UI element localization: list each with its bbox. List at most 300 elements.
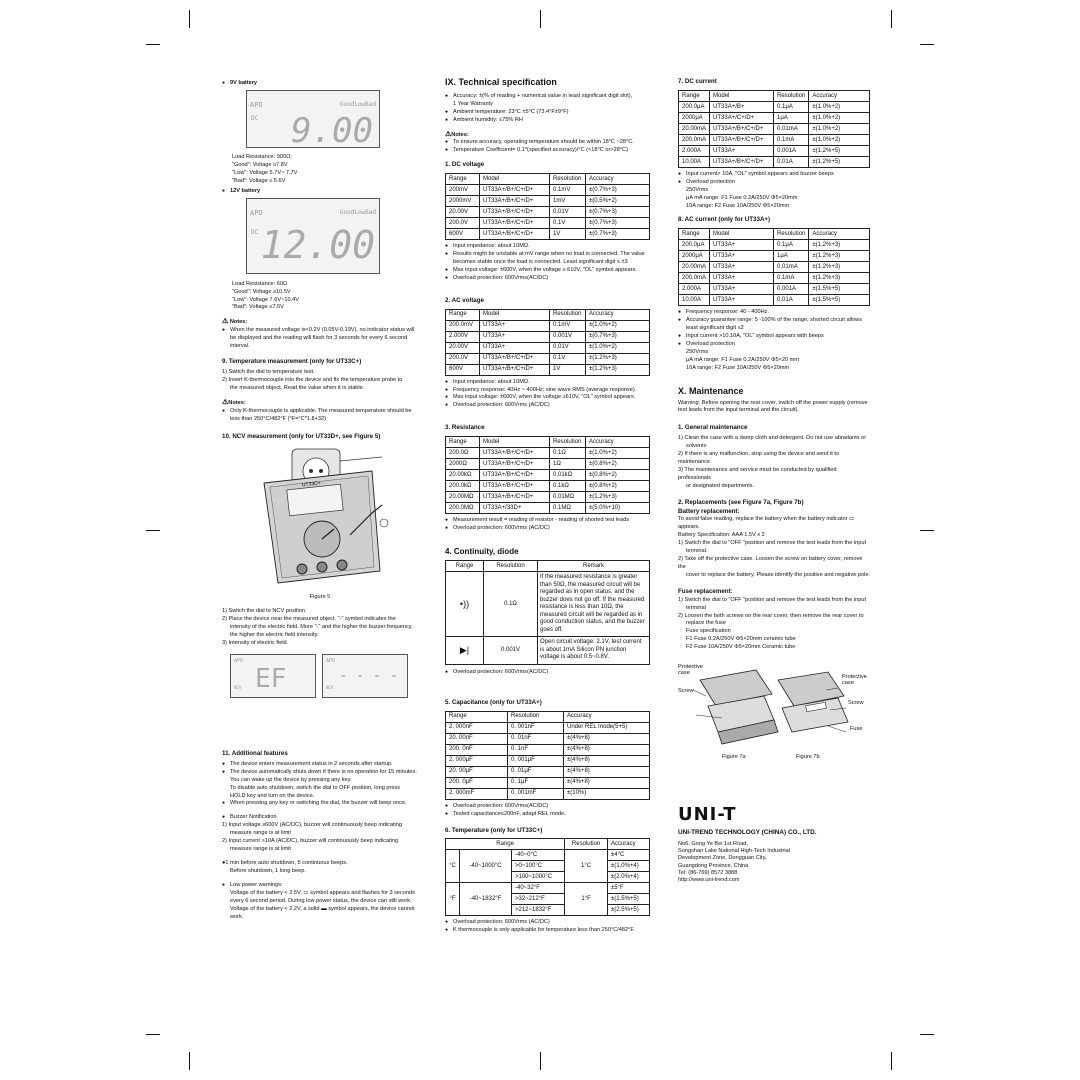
table-header: Range <box>446 437 480 448</box>
notes-title: Notes: <box>229 319 248 326</box>
lcd-reading: 12.00 <box>260 222 375 267</box>
spec-line: "Bad": Voltage ≤7.5V <box>232 304 284 311</box>
table-cell: 2.000A <box>679 145 710 156</box>
table-cell: 200mV <box>446 185 480 196</box>
crop-mark <box>146 44 160 45</box>
note-item: ● Tested capacitance≤200nF, adapt REL mode. <box>445 811 650 819</box>
figure-7b-caption: Figure 7b <box>796 754 820 761</box>
figure-7-illustration <box>678 660 870 764</box>
spec-line: "Good": Voltage ≥7.8V <box>232 161 288 168</box>
address-line: Development Zone, Dongguan City, <box>678 855 767 862</box>
crop-mark <box>920 44 934 45</box>
battery-replacement-heading: Battery replacement: <box>678 507 740 515</box>
note-item: ● Overload protection: 600Vrms (AC/DC) <box>445 525 650 533</box>
feature-detail: 1) Input voltage ≥600V (AC/DC), buzzer will continuously beep indicating <box>222 822 402 829</box>
crop-mark <box>146 530 160 531</box>
spec-line: Load Resistance: 900Ω; <box>232 153 292 160</box>
table-cell: UT33A+ <box>480 342 550 353</box>
step-line: 1) Switch the dial to "OFF "position and remove the test leads from the input <box>678 540 867 547</box>
table-header: Range <box>446 561 484 572</box>
table-row <box>446 722 650 733</box>
table-cell: 0.01MΩ <box>550 492 586 503</box>
table-header: Accuracy <box>809 90 870 101</box>
company-address <box>678 841 870 885</box>
step-line: 1) Switch the dial to NCV position <box>222 608 306 615</box>
table-cell: ±(4%+8) <box>564 744 650 755</box>
table-cell: Under REL mode(5+5) <box>564 722 650 733</box>
step-line: 1) Switch the dial to "OFF "position and remove the test leads from the input <box>678 596 867 603</box>
note-item: ● Input current> 10A, "OL" symbol appears and buzzer beeps <box>678 171 870 179</box>
table-cell: ±(1.0%+2) <box>586 320 650 331</box>
table-cell: UT33A+/B+ <box>710 101 774 112</box>
table-row <box>679 134 870 145</box>
table-cell: 1°F <box>565 883 608 916</box>
lcd-9v <box>246 90 380 151</box>
lcd-apo: APO <box>234 657 244 664</box>
table-header: Resolution <box>774 229 809 240</box>
table-row <box>679 273 870 284</box>
table-cell: UT33A+/B+/C+/D+ <box>710 123 774 134</box>
ac-voltage-table <box>445 309 650 376</box>
table-header: Model <box>480 309 550 320</box>
table-cell: UT33A+/B+/C+/D+ <box>480 353 550 364</box>
table-header-row <box>446 711 650 722</box>
note-item: ● To ensure accuracy, operating temperature should be within 18°C ~28°C. <box>445 139 650 147</box>
spec-line: Load Resistance: 60Ω <box>232 280 288 287</box>
crop-mark <box>540 10 541 28</box>
battery-12v-heading: ● 12V battery <box>222 188 418 196</box>
temperature-table <box>445 838 650 916</box>
table-header: Resolution <box>550 309 586 320</box>
table-header-row <box>679 90 870 101</box>
label-protective-case: Protective case <box>678 664 703 677</box>
table-cell: ±(1.0%+2) <box>586 448 650 459</box>
table-row <box>446 342 650 353</box>
step-line: 2) Loosen the both screws on the rear cover, then remove the rear cover to <box>678 612 864 619</box>
feature-detail: Voltage of the battery < 2.5V, ▭ symbol appears and flashes for 3 seconds <box>230 889 415 896</box>
table-cell: 200.0μA <box>679 240 710 251</box>
note-item: ● Max input voltage: ±600V, when the voltage ≥610V, "OL" symbol appears. <box>445 394 650 402</box>
note-item: ● Frequency response: 40 - 400Hz. <box>678 309 870 317</box>
crop-mark <box>891 10 892 28</box>
table-cell: 1μA <box>774 251 809 262</box>
column-2 <box>445 75 650 935</box>
table-row <box>446 459 650 470</box>
table-cell: 20.00V <box>446 207 480 218</box>
table-cell: 10.00A <box>679 295 710 306</box>
table-header: Range <box>446 309 480 320</box>
table-cell: ±(0.7%+3) <box>586 229 650 240</box>
table-cell: 200.0V <box>446 218 480 229</box>
note-item: ● Input current >10.10A, "OL" symbol appears with beeps <box>678 333 870 341</box>
table-cell: ±(4%+8) <box>564 777 650 788</box>
table-cell: 200.0kΩ <box>446 481 480 492</box>
step-line: terminal. <box>686 548 708 555</box>
lcd-ncv: NCV <box>326 684 334 690</box>
table-cell: Open circuit voltage: 2.1V, test current is about 1mA Silicon PN junction voltage is about 0.5~0.8V. <box>538 637 650 665</box>
table-row <box>446 503 650 514</box>
step-line: 2) If there is any malfunction, stop using the device and send it to maintenance. <box>678 451 840 466</box>
feature-item: ● Low power warnings: <box>222 882 418 890</box>
ncv-heading: 10. NCV measurement (only for UT33D+, see Figure 5) <box>222 432 381 440</box>
table-header-row <box>446 437 650 448</box>
fuse-replacement-heading: Fuse replacement: <box>678 587 733 595</box>
step-line: or designated departments. <box>686 482 755 489</box>
table-cell: 0.1Ω <box>484 572 538 637</box>
step-line: F2 Fuse 10A/250V Φ5×20mm Ceramic tube <box>686 644 796 651</box>
note-item: ● Overload protection: 600Vrms (AC/DC) <box>445 919 650 927</box>
ac-voltage-heading: 2. AC voltage <box>445 296 484 304</box>
table-header-row <box>679 229 870 240</box>
notes-heading <box>222 398 418 408</box>
step-line: 3) The maintenance and service must be conducted by qualified professionals <box>678 466 837 481</box>
note-detail: 10A range: F2 Fuse 10A/250V Φ5×20mm <box>686 364 790 371</box>
feature-detail: Voltage of the battery < 2.2V, a solid ▬ symbol appears, the device cannot <box>230 905 415 912</box>
company-name: UNI-TREND TECHNOLOGY (CHINA) CO., LTD. <box>678 828 817 836</box>
maintenance-warning: Warning: Before opening the rear cover, switch off the power supply (remove test leads from the input terminal and the circuit). <box>678 399 868 414</box>
feature-item: ● The device automatically shuts down if there is no operation for 15 minutes. <box>222 769 418 777</box>
lcd-apo: APO <box>250 208 263 217</box>
table-cell: UT33A+/B+/C+/D+ <box>480 196 550 207</box>
note-item: ● When the measured voltage is<0.2V (0.05V-0.19V), no indicator status will be displayed and the reading will flash for 3 seconds for every 6 second interval. <box>222 327 418 351</box>
crop-mark <box>891 1052 892 1070</box>
table-cell: UT33A+/B+/C+/D+ <box>480 459 550 470</box>
table-cell: UT33A+/B+/C+/D+ <box>710 156 774 167</box>
table-header: Accuracy <box>586 437 650 448</box>
table-cell: UT33A+ <box>480 320 550 331</box>
table-cell: 2000μA <box>679 251 710 262</box>
feature-detail: ●1 min before auto shutdown, 5 continuous beeps. <box>222 860 348 867</box>
replacements-heading: 2. Replacements (see Figure 7a, Figure 7b) <box>678 498 804 506</box>
step-line: Battery Specification: AAA 1.5V x 2 <box>678 532 765 539</box>
capacitance-heading: 5. Capacitance (only for UT33A+) <box>445 698 542 706</box>
note-item: ● Accuracy guarantee range: 5 -100% of the range, shorted circuit allows least significant digit ≤2 <box>678 317 870 333</box>
table-cell: 0.01mA <box>774 262 809 273</box>
table-header: Range <box>446 839 565 850</box>
table-cell: ±(4%+8) <box>564 766 650 777</box>
table-cell: 1V <box>550 229 586 240</box>
table-row <box>446 218 650 229</box>
table-cell: >212~1832°F <box>512 905 565 916</box>
battery-9v-specs <box>232 154 418 186</box>
table-cell: UT33A+/B+/C+/D+ <box>480 492 550 503</box>
dc-current-table <box>678 90 870 168</box>
table-cell: 2000μA <box>679 112 710 123</box>
table-cell: ±(1.5%+5) <box>607 894 649 905</box>
step-line: 3) Intensity of electric field. <box>222 640 289 647</box>
table-cell: ±(1.2%+5) <box>809 145 870 156</box>
table-row <box>679 123 870 134</box>
table-cell: ±(0.7%+3) <box>586 331 650 342</box>
lcd-apo: APO <box>250 100 263 109</box>
spec-line: "Good": Voltage ≥10.5V <box>232 288 291 295</box>
feature-item: ● The device enters measurement status in 2 seconds after startup. <box>222 761 418 769</box>
step-line: intensity of the electric field. More "-" and the higher the buzzer frequency, <box>230 624 413 631</box>
table-row <box>446 637 650 665</box>
table-header: Resolution <box>550 174 586 185</box>
table-cell: ±(1.0%+2) <box>809 134 870 145</box>
table-row <box>446 755 650 766</box>
capacitance-table <box>445 711 650 800</box>
table-cell: ±(1.0%+2) <box>809 123 870 134</box>
table-cell: >100~1000°C <box>512 872 565 883</box>
table-cell: ±(1.0%+4) <box>607 861 649 872</box>
note-item: ● Measurement result = reading of resistor - reading of shorted test leads <box>445 517 650 525</box>
table-cell: 0.01A <box>774 156 809 167</box>
table-cell: °F <box>446 883 460 916</box>
table-cell: ±(0.7%+3) <box>586 185 650 196</box>
note-item: ● Temperature Coefficient= 0.1*(specified accuracy)/°C (<18°C or>28°C) <box>445 147 650 155</box>
figure-5-caption: Figure 5 <box>309 594 331 601</box>
spec-item: ● Ambient humidity: ≤75% RH <box>445 117 650 125</box>
table-header: Resolution <box>508 711 564 722</box>
table-cell: ±(1.0%+2) <box>809 101 870 112</box>
table-row <box>679 251 870 262</box>
spec-line: "Bad": Voltage ≤ 5.6V <box>232 177 286 184</box>
table-header-row <box>446 561 650 572</box>
lcd-ncv: NCV <box>234 684 242 690</box>
general-maintenance-heading: 1. General maintenance <box>678 424 748 432</box>
table-cell: 200.0mV <box>446 320 480 331</box>
address-line: Songshan Lake National High-Tech Industrial <box>678 848 790 855</box>
step-line: 2) Insert K-thermocouple into the device and fix the temperature probe to <box>222 376 403 383</box>
crop-mark <box>189 10 190 28</box>
table-cell: 2000Ω <box>446 459 480 470</box>
table-cell: 20. 00μF <box>446 766 508 777</box>
table-cell: 200.0MΩ <box>446 503 480 514</box>
note-detail: μA mA range: F1 Fuse 0.2A/250V Φ5×20mm <box>686 194 798 201</box>
warning-icon: ⚠ <box>445 130 452 138</box>
battery-12v-specs <box>232 281 418 313</box>
table-row <box>446 572 650 637</box>
table-row <box>446 207 650 218</box>
note-detail: 250Vrms <box>686 186 709 193</box>
table-cell: UT33A+ <box>480 331 550 342</box>
label-screw: Screw <box>848 700 864 707</box>
table-cell: UT33A+ <box>710 284 774 295</box>
table-cell: ±(1.5%+5) <box>809 295 870 306</box>
table-cell: 20. 00nF <box>446 733 508 744</box>
table-header-row <box>446 174 650 185</box>
note-item: ● Input impedance: about 10MΩ. <box>445 243 650 251</box>
note-item: ● Overload protection: 600Vrms (AC/DC) <box>445 402 650 410</box>
uni-t-logo: UNI-T <box>678 804 737 826</box>
ncv-lcd-examples <box>230 654 418 698</box>
table-row <box>446 744 650 755</box>
note-item: ● Only K-thermocouple is applicable. The measured temperature should be less than 250°C/482°F (°F=°C*1.8+32) <box>222 408 418 424</box>
table-cell: 0. 1nF <box>508 744 564 755</box>
tech-spec-title: IX. Technical specification <box>445 77 557 87</box>
table-cell: 0. 01μF <box>508 766 564 777</box>
step-line: replace the fuse <box>686 620 726 627</box>
crop-mark <box>920 1034 934 1035</box>
table-cell: 0.001A <box>774 284 809 295</box>
table-cell: ±(1.2%+3) <box>586 353 650 364</box>
table-header: Model <box>710 90 774 101</box>
ncv-steps <box>222 608 418 648</box>
lcd-apo: APO <box>326 657 336 664</box>
address-line: Guangdong Province, China <box>678 862 749 869</box>
table-cell: -40~32°F <box>512 883 565 894</box>
table-cell: 200.0mA <box>679 273 710 284</box>
table-cell: ±(1.2%+3) <box>809 262 870 273</box>
table-row <box>446 448 650 459</box>
feature-detail: measure range is at limit <box>230 846 291 853</box>
table-cell: UT33A+ <box>710 295 774 306</box>
address-line: Tel: (86-769) 8572 3888 <box>678 869 738 876</box>
note-detail: 10A range: F2 Fuse 10A/250V Φ5×20mm <box>686 202 790 209</box>
table-cell: ±(1.2%+5) <box>809 156 870 167</box>
spec-item: ● Ambient temperature: 23°C ±5°C (73.4°F±9°F) <box>445 109 650 117</box>
table-cell: ±(1.2%+3) <box>809 251 870 262</box>
table-header: Range <box>679 229 710 240</box>
step-line: the higher the electric field intensity. <box>230 632 319 639</box>
table-cell: 20.00mA <box>679 123 710 134</box>
table-header: Resolution <box>565 839 608 850</box>
lcd-dc: DC <box>251 114 259 122</box>
notes-heading <box>445 130 650 140</box>
table-cell: 0.1MΩ <box>550 503 586 514</box>
table-row <box>446 733 650 744</box>
table-row <box>679 284 870 295</box>
table-row <box>446 492 650 503</box>
table-cell: 2.000V <box>446 331 480 342</box>
table-cell: UT33A+/B+/C+/D+ <box>480 448 550 459</box>
table-cell: ±(0.8%+2) <box>586 481 650 492</box>
table-cell: >32~212°F <box>512 894 565 905</box>
lcd-reading: 9.00 <box>291 110 373 151</box>
table-cell: 200.0V <box>446 353 480 364</box>
table-row <box>446 481 650 492</box>
table-cell: 2. 000nF <box>446 722 508 733</box>
table-header: Resolution <box>774 90 809 101</box>
step-line: 2) Take off the protective case. Loosen the screw on battery cover, remove the <box>678 556 863 570</box>
lcd-ncv-dashes <box>322 654 408 698</box>
lcd-status: GoodLowBad <box>339 100 376 108</box>
table-cell: UT33A+/B+/C+/D+ <box>710 134 774 145</box>
dc-voltage-heading: 1. DC voltage <box>445 161 485 169</box>
table-row <box>446 229 650 240</box>
note-item: ● Frequency response: 40Hz ~ 400Hz; sine wave RMS (average response). <box>445 387 650 395</box>
table-cell: ±(1.0%+2) <box>586 342 650 353</box>
table-cell: ±(0.7%+3) <box>586 218 650 229</box>
table-cell: 20.00V <box>446 342 480 353</box>
step-line: Fuse specification <box>686 628 731 635</box>
table-cell: ±(2.0%+4) <box>607 872 649 883</box>
table-cell: 0.1mV <box>550 185 586 196</box>
note-item: ● Input impedance: about 10MΩ. <box>445 379 650 387</box>
table-cell: ±(1.2%+3) <box>586 492 650 503</box>
figure-7a-caption: Figure 7a <box>722 754 746 761</box>
resistance-table <box>445 436 650 514</box>
table-cell: °C <box>446 850 460 883</box>
spec-line: "Low": Voltage 5.7V~ 7.7V <box>232 169 298 176</box>
step-line: cover to replace the battery. Please identify the positive and negative pole. <box>686 571 870 578</box>
table-cell: UT33A+ <box>710 145 774 156</box>
table-cell: -40~1832°F <box>460 883 512 916</box>
table-cell: 0.001V <box>484 637 538 665</box>
table-cell: ±(1.2%+3) <box>586 364 650 375</box>
table-cell: 600V <box>446 229 480 240</box>
note-item: ● Results might be unstable at mV range when no load is connected. The value becomes stable once the load is connected. Least significant digit ≤ ±3 <box>445 251 650 267</box>
table-cell: 1mV <box>550 196 586 207</box>
spec-line: "Low": Voltage 7.6V~10.4V <box>232 296 299 303</box>
feature-detail: You can wake up the device by pressing any key. <box>230 776 352 783</box>
table-cell: 0.1mA <box>774 134 809 145</box>
table-row <box>679 295 870 306</box>
lcd-12v <box>246 198 380 274</box>
temp-measure-heading: 9. Temperature measurement (only for UT33C+) <box>222 358 362 366</box>
table-cell: UT33A+ <box>710 273 774 284</box>
table-row <box>679 262 870 273</box>
table-cell: ±(2.5%+5) <box>607 905 649 916</box>
table-cell: 600V <box>446 364 480 375</box>
table-cell: UT33A+/C+/D+ <box>710 112 774 123</box>
table-cell: ±(10%) <box>564 788 650 799</box>
table-cell: UT33A+ <box>710 240 774 251</box>
table-cell: UT33A+/B+/C+/D+ <box>480 229 550 240</box>
step-line: solvents <box>686 443 707 450</box>
table-cell: 0. 001μF <box>508 755 564 766</box>
table-cell: 1V <box>550 364 586 375</box>
table-cell: ±(1.0%+2) <box>809 112 870 123</box>
note-detail: μA mA range: F1 Fuse 0.2A/250V Φ5×20 mm <box>686 356 799 363</box>
ac-current-heading: 8. AC current (only for UT33A+) <box>678 216 771 224</box>
battery-9v-heading: ● 9V battery <box>222 80 418 88</box>
table-cell: 200. 0μF <box>446 777 508 788</box>
table-header: Range <box>446 174 480 185</box>
table-row <box>446 850 650 861</box>
table-cell: -40~1000°C <box>460 850 512 883</box>
note-item: ● Overload protection: 600Vrms(AC/DC) <box>445 275 650 283</box>
table-cell: 0.1μA <box>774 240 809 251</box>
table-row <box>446 364 650 375</box>
table-cell: UT33A+/B+/C+/D+ <box>480 207 550 218</box>
feature-detail: work. <box>230 913 244 920</box>
step-line: To avoid false reading, replace the battery when the battery indicator ▭ appears. <box>678 516 855 531</box>
table-row <box>679 240 870 251</box>
crop-mark <box>146 1034 160 1035</box>
note-item: ● Overload protection: 600Vrms(AC/DC) <box>445 669 650 677</box>
table-cell: UT33A+ <box>710 251 774 262</box>
table-cell: 0.1Ω <box>550 448 586 459</box>
table-cell: UT33A+/B+/C+/D+ <box>480 185 550 196</box>
feature-detail: measure range is at limit <box>230 830 291 837</box>
table-cell: ±4°C <box>607 850 649 861</box>
note-item: ● Overload protection: 600Vrms(AC/DC) <box>445 803 650 811</box>
table-cell: 200. 0nF <box>446 744 508 755</box>
table-cell: UT33A+ <box>710 262 774 273</box>
step-line: 2) Place the device near the measured object. "-" symbol indicates the <box>222 616 396 623</box>
table-cell: ±(5.0%+10) <box>586 503 650 514</box>
table-row <box>679 156 870 167</box>
lcd-dc: DC <box>251 228 259 236</box>
warning-icon: ⚠ <box>222 318 229 326</box>
table-cell: 0.1kΩ <box>550 481 586 492</box>
table-cell: 0.01mA <box>774 123 809 134</box>
table-cell: 0.1V <box>550 218 586 229</box>
table-header-row <box>446 839 650 850</box>
table-cell: 1μA <box>774 112 809 123</box>
feature-detail: every 6 second period. During low power status, the device can still work. <box>230 897 412 904</box>
table-cell: 0.01V <box>550 342 586 353</box>
spec-item: ● Accuracy: ±(% of reading + numerical value in least significant digit slot), <box>445 93 650 101</box>
diode-icon: ▶| <box>446 637 484 665</box>
table-header: Resolution <box>484 561 538 572</box>
table-cell: 20.00MΩ <box>446 492 480 503</box>
temperature-heading: 6. Temperature (only for UT33C+) <box>445 826 543 834</box>
notes-heading <box>222 317 418 327</box>
